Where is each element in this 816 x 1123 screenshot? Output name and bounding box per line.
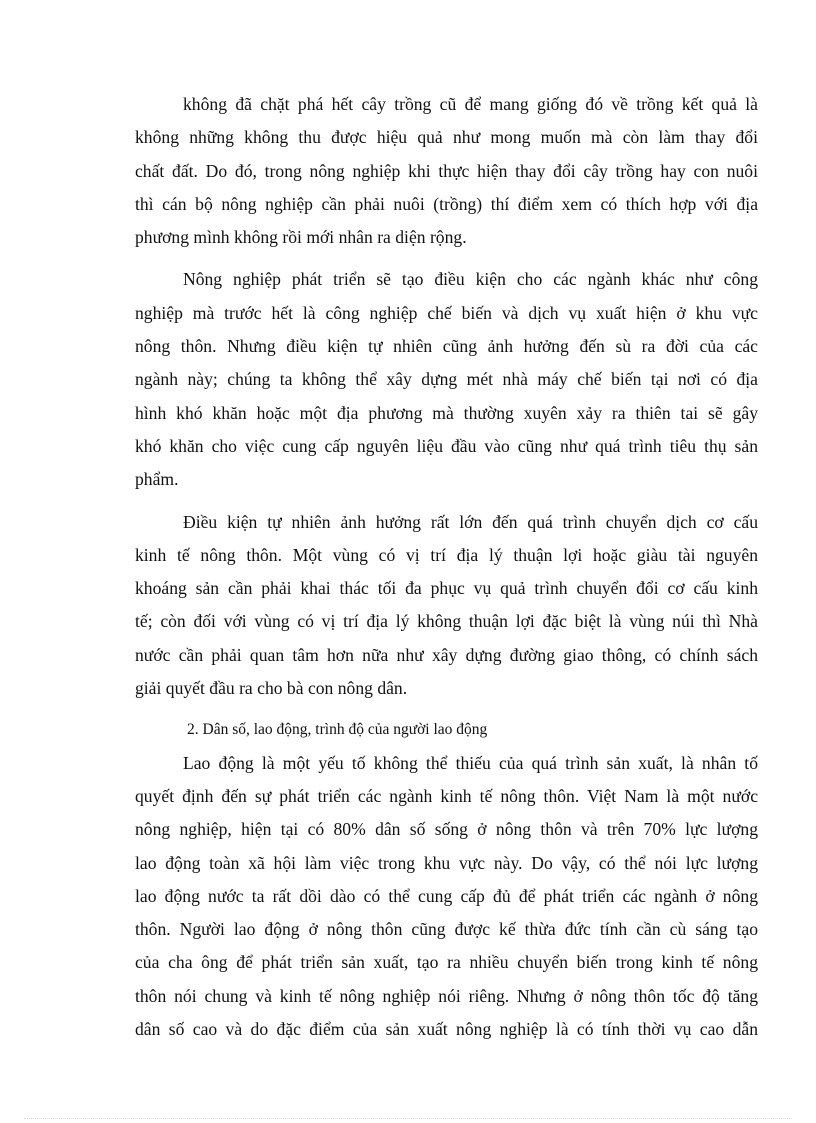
paragraph-3	[135, 506, 758, 706]
text-line: dân số cao và do đặc điểm của sản xuất nông nghiệp là có tính thời vụ cao dẫn	[135, 1019, 758, 1040]
text-line: khoáng sản cần phải khai thác tối đa phục vụ quả trình chuyển đổi cơ cấu kinh	[135, 578, 758, 599]
text-line: của cha ông để phát triển sản xuất, tạo ra nhiều chuyển biến trong kinh tế nông	[135, 952, 758, 973]
text-line: tế; còn đối với vùng có vị trí địa lý không thuận lợi đặc biệt là vùng núi thì Nhà	[135, 611, 758, 632]
page-footer-divider	[24, 1118, 792, 1119]
text-line: phương mình không rồi mới nhân ra diện rộng.	[135, 227, 467, 248]
text-line: lao động nước ta rất dồi dào có thể cung cấp đủ để phát triển các ngành ở nông	[135, 885, 758, 906]
text-line: nước cần phải quan tâm hơn nữa như xây dựng đường giao thông, có chính sách	[135, 644, 758, 665]
text-line: lao động toàn xã hội làm việc trong khu vực này. Do vậy, có thể nói lực lượng	[135, 852, 758, 873]
text-line: thôn. Người lao động ở nông thôn cũng được kế thừa đức tính cần cù sáng tạo	[135, 919, 758, 940]
text-line: giải quyết đầu ra cho bà con nông dân.	[135, 678, 408, 699]
text-line: phẩm.	[135, 469, 179, 490]
text-line: kinh tế nông thôn. Một vùng có vị trí địa lý thuận lợi hoặc giàu tài nguyên	[135, 544, 758, 565]
text-line: nông nghiệp, hiện tại có 80% dân số sống ở nông thôn và trên 70% lực lượng	[135, 819, 758, 840]
text-line: quyết định đến sự phát triển các ngành kinh tế nông thôn. Việt Nam là một nước	[135, 785, 758, 806]
text-line: nông thôn. Nhưng điều kiện tự nhiên cũng ảnh hưởng đến sù ra đời của các	[135, 336, 758, 357]
text-line: thì cán bộ nông nghiệp cần phải nuôi (trồng) thí điểm xem có thích hợp với địa	[135, 193, 758, 214]
text-line: không đã chặt phá hết cây trồng cũ để mang giống đó về trồng kết quả là	[183, 94, 758, 114]
paragraph-4	[135, 747, 758, 1047]
text-line: Lao động là một yếu tố không thể thiếu của quá trình sản xuất, là nhân tố	[183, 752, 758, 773]
text-line: không những không thu được hiệu quả như mong muốn mà còn làm thay đổi	[135, 127, 758, 148]
document-page	[135, 88, 758, 1046]
text-line: ngành này; chúng ta không thể xây dựng mét nhà máy chế biến tại nơi có địa	[135, 369, 758, 390]
text-line: chất đất. Do đó, trong nông nghiệp khi thực hiện thay đổi cây trồng hay con nuôi	[135, 160, 758, 181]
text-line: Nông nghiệp phát triển sẽ tạo điều kiện cho các ngành khác như công	[183, 269, 758, 290]
text-line: hình khó khăn hoặc một địa phương mà thường xuyên xảy ra thiên tai sẽ gây	[135, 402, 758, 423]
text-line: khó khăn cho việc cung cấp nguyên liệu đầu vào cũng như quá trình tiêu thụ sản	[135, 435, 758, 456]
paragraph-2	[135, 263, 758, 496]
text-line: nghiệp mà trước hết là công nghiệp chế biến và dịch vụ xuất hiện ở khu vực	[135, 302, 758, 323]
section-heading: 2. Dân số, lao động, trình độ của người lao động	[187, 721, 488, 739]
text-line: Điều kiện tự nhiên ảnh hưởng rất lớn đến quá trình chuyển dịch cơ cấu	[183, 511, 758, 532]
paragraph-1	[135, 88, 758, 254]
text-line: thôn nói chung và kinh tế nông nghiệp nói riêng. Nhưng ở nông thôn tốc độ tăng	[135, 985, 758, 1006]
